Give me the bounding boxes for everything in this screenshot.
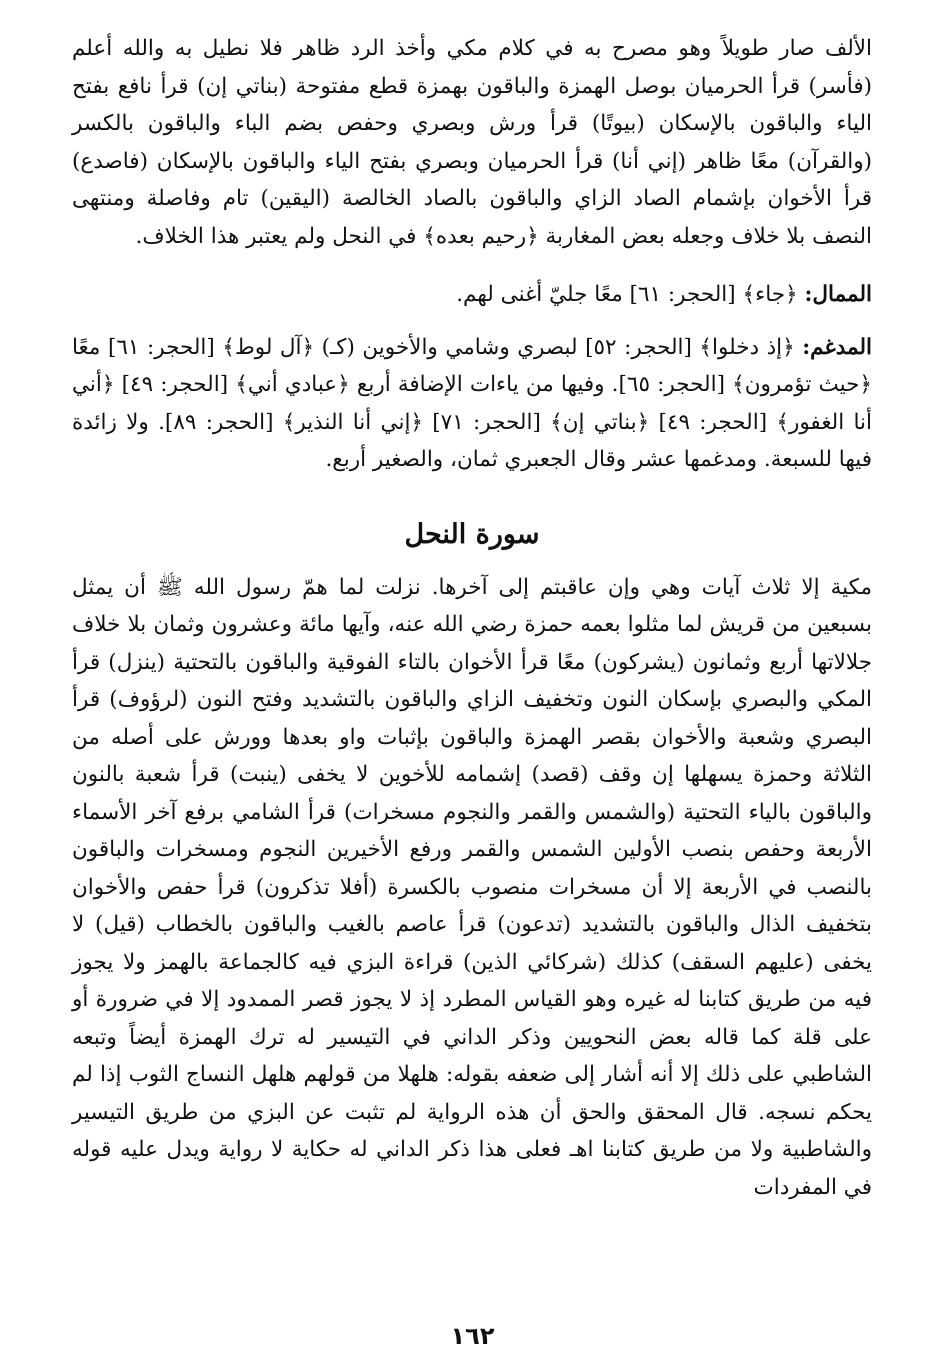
- intro-paragraph: الألف صار طويلاً وهو مصرح به في كلام مكي وأخذ الرد ظاهر فلا نطيل به والله أعلم (فأسر) قرأ الحرميان بوصل الهمزة والباقون بهمزة قطع مفتوحة (بناتي إن) قرأ نافع بفتح الياء والباقون بالإسكان (بيوتًا) قرأ ورش وبصري وحفص بضم الباء والباقون بالكسر (والقرآن) معًا ظاهر (إني أنا) قرأ الحرميان وبصري بفتح الياء والباقون بالإسكان (فاصدع) قرأ الأخوان بإشمام الصاد الزاي والباقون بالصاد الخالصة (اليقين) تام وفاصلة ومنتهى النصف بلا خلاف وجعله بعض المغاربة ﴿رحيم بعده﴾ في النحل ولم يعتبر هذا الخلاف.: [72, 36, 872, 249]
- page-number: ١٦٢: [450, 1322, 495, 1350]
- mumal-text: ﴿جاء﴾ [الحجر: ٦١] معًا جليّ أغنى لهم.: [456, 282, 798, 307]
- mumal-section: [72, 276, 872, 314]
- mudgham-text: ﴿إذ دخلوا﴾ [الحجر: ٥٢] لبصري وشامي والأخوين (كـ) ﴿آل لوط﴾ [الحجر: ٦١] معًا ﴿حيث تؤمرون﴾ [الحجر: ٦٥]. وفيها من ياءات الإضافة أربع ﴿عبادي أني﴾ [الحجر: ٤٩] ﴿أني أنا الغفور﴾ [الحجر: ٤٩] ﴿بناتي إن﴾ [الحجر: ٧١] ﴿إني أنا النذير﴾ [الحجر: ٨٩]. ولا زائدة فيها للسبعة. ومدغمها عشر وقال الجعبري ثمان، والصغير أربع.: [72, 334, 872, 472]
- surah-paragraph: مكية إلا ثلاث آيات وهي وإن عاقبتم إلى آخرها. نزلت لما همّ رسول الله ﷺ أن يمثل بسبعين من قريش لما مثلوا بعمه حمزة رضي الله عنه، وآيها مائة وعشرون وثمان بلا خلاف جلالاتها أربع وثمانون (يشركون) معًا قرأ الأخوان بالتاء الفوقية والباقون بالتحتية (ينزل) قرأ المكي والبصري بإسكان النون وتخفيف الزاي والباقون بالتشديد وفتح النون (لرؤوف) قرأ البصري وشعبة والأخوان بقصر الهمزة والباقون بإثبات واو بعدها وورش على أصله من الثلاثة وحمزة يسهلها إن وقف (قصد) إشمامه للأخوين لا يخفى (ينبت) قرأ شعبة بالنون والباقون بالياء التحتية (والشمس والقمر والنجوم مسخرات) قرأ الشامي برفع آخر الأسماء الأربعة وحفص بنصب الأولين الشمس والقمر ورفع الأخيرين النجوم ومسخرات والباقون بالنصب في الأربعة إلا أن مسخرات منصوب بالكسرة (أفلا تذكرون) قرأ حفص والأخوان بتخفيف الذال والباقون بالتشديد (تدعون) قرأ عاصم بالغيب والباقون بالخطاب (قيل) لا يخفى (عليهم السقف) كذلك (شركائي الذين) قراءة البزي فيه كالجماعة بالهمز ولا يجوز فيه من طريق كتابنا له غيره وهو القياس المطرد إذ لا يجوز قصر الممدود إلا في ضرورة أو على قلة كما قاله بعض النحويين وذكر الداني في التيسير له ترك الهمزة أيضاً وتبعه الشاطبي على ذلك إلا أنه أشار إلى ضعفه بقوله: هلهلا من قولهم هلهل النساج الثوب إذا لم يحكم نسجه. قال المحقق والحق أن هذه الرواية لم تثبت عن البزي من طريق التيسير والشاطبية ولا من طريق كتابنا اهـ فعلى هذا ذكر الداني له حكاية لا رواية ويدل عليه قوله في المفردات: [72, 574, 872, 1200]
- book-page: [72, 30, 872, 1206]
- surah-title: سورة النحل: [404, 518, 540, 550]
- mudgham-section: [72, 329, 872, 479]
- mudgham-label: المدغم:: [802, 334, 872, 360]
- mumal-label: الممال:: [804, 282, 872, 307]
- spacer: [72, 555, 872, 569]
- spacer: [72, 255, 872, 276]
- spacer: [72, 479, 872, 515]
- spacer: [72, 314, 872, 329]
